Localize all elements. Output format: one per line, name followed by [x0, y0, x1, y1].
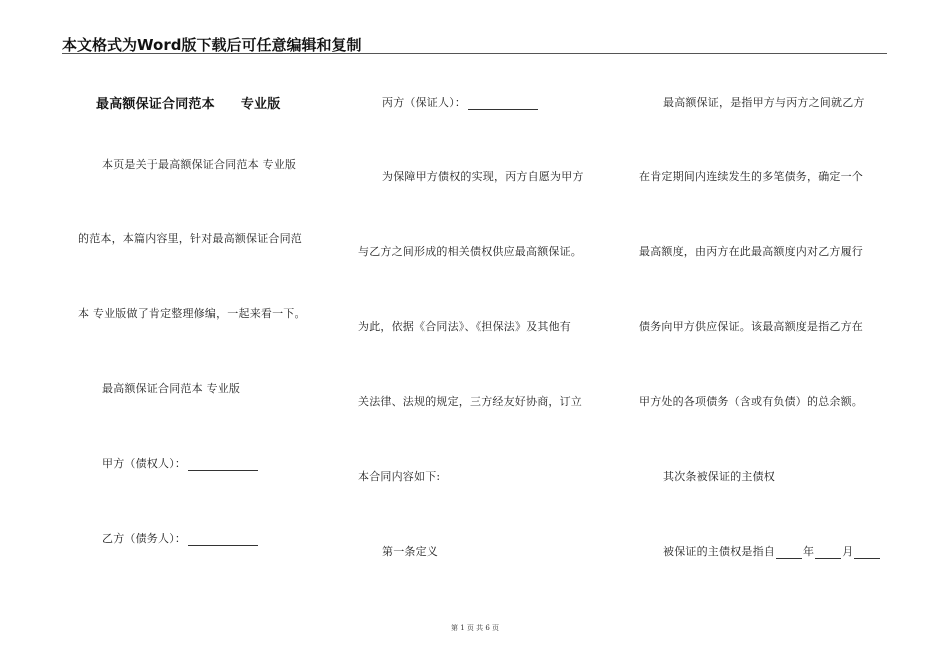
- party-b-line: [102, 530, 258, 546]
- col2-line-3: 为此，依据《合同法》、《担保法》及其他有: [358, 320, 571, 333]
- article-2-heading: 其次条被保证的主债权: [663, 470, 775, 483]
- col2-line-4: 关法律、法规的规定，三方经友好协商，订立: [358, 395, 582, 408]
- header-divider: [62, 53, 887, 54]
- party-a-blank: [188, 458, 258, 471]
- month-label: 月: [842, 545, 854, 558]
- intro-line-1: 本页是关于最高额保证合同范本 专业版: [102, 158, 297, 171]
- party-c-blank: [468, 97, 538, 110]
- col3-line-2: 在肯定期间内连续发生的多笔债务，确定一个: [639, 170, 863, 183]
- col3-line-7-prefix: 被保证的主债权是指自: [663, 545, 775, 558]
- col3-line-4: 债务向甲方供应保证。该最高额度是指乙方在: [639, 320, 863, 333]
- party-c-label: 丙方（保证人）：: [382, 96, 467, 109]
- party-a-label: 甲方（债权人）：: [102, 457, 187, 470]
- contract-heading: 最高额保证合同范本 专业版: [102, 382, 241, 395]
- month-blank: [815, 546, 841, 559]
- col2-line-1: 为保障甲方债权的实现，丙方自愿为甲方: [382, 170, 584, 183]
- party-c-line: [382, 94, 538, 110]
- document-title-sub: 专业版: [240, 97, 281, 112]
- page-footer: 第 1 页 共 6 页: [450, 624, 500, 632]
- intro-line-3: 本 专业版做了肯定整理修编，一起来看一下。: [78, 307, 306, 320]
- party-a-line: [102, 455, 258, 471]
- party-b-blank: [188, 533, 258, 546]
- year-label: 年: [803, 545, 815, 558]
- col2-line-2: 与乙方之间形成的相关债权供应最高额保证。: [358, 245, 582, 258]
- article-1-heading: 第一条定义: [382, 545, 438, 558]
- col3-line-1: 最高额保证，是指甲方与丙方之间就乙方: [663, 96, 865, 109]
- intro-line-2: 的范本，本篇内容里，针对最高额保证合同范: [78, 232, 302, 245]
- year-blank: [776, 546, 802, 559]
- document-title: [96, 93, 280, 112]
- party-b-label: 乙方（债务人）：: [102, 532, 187, 545]
- document-title-main: 最高额保证合同范本: [96, 97, 215, 112]
- col3-line-5: 甲方处的各项债务（含或有负债）的总余额。: [639, 395, 863, 408]
- col2-line-5: 本合同内容如下:: [358, 470, 441, 483]
- day-blank: [854, 546, 880, 559]
- document-header-title: 本文格式为Word版下载后可任意编辑和复制: [62, 36, 362, 54]
- col3-line-7: [663, 543, 881, 559]
- col3-line-3: 最高额度，由丙方在此最高额度内对乙方履行: [639, 245, 863, 258]
